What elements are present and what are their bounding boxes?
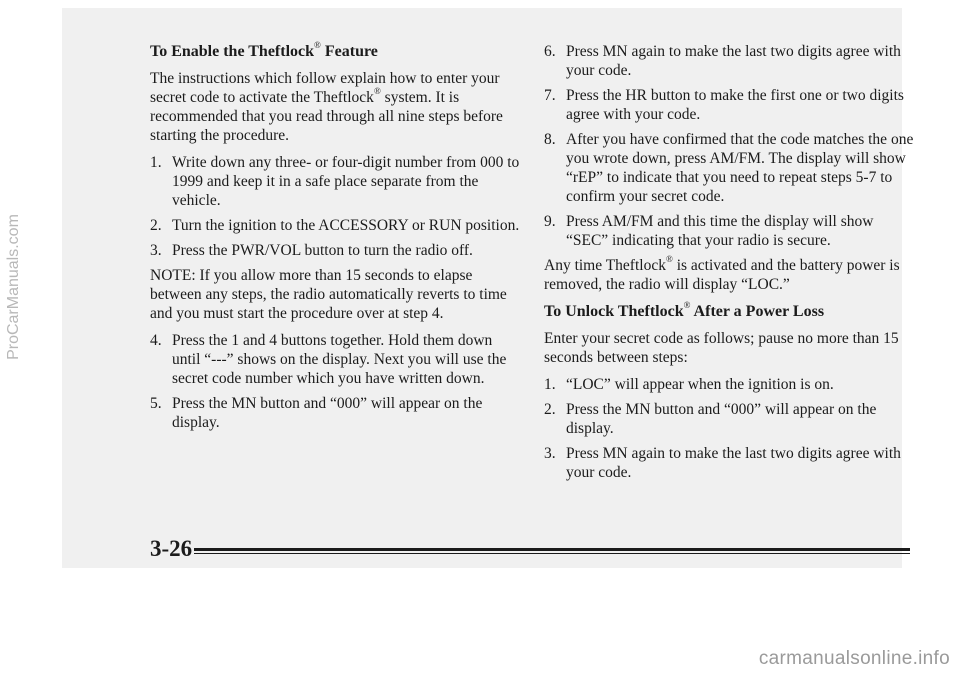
side-watermark-text: ProCarManuals.com xyxy=(5,214,22,360)
left-column xyxy=(150,39,522,438)
unlock-steps-list xyxy=(544,375,916,482)
registered-mark: ® xyxy=(683,299,691,310)
heading-text: To Enable the Theftlock xyxy=(150,43,315,60)
right-column xyxy=(544,42,916,488)
step-text: Press the PWR/VOL button to turn the radio off. xyxy=(172,242,473,259)
step-text: After you have confirmed that the code matches the one you wrote down, press AM/FM. The display will show “rEP” to indicate that you need to repeat steps 5-7 to confirm your secret code. xyxy=(566,131,914,205)
unlock-intro-paragraph: Enter your secret code as follows; pause no more than 15 seconds between steps: xyxy=(544,330,899,366)
step-text: Press the MN button and “000” will appear on the display. xyxy=(566,401,877,437)
enable-steps-list-end xyxy=(544,42,916,250)
unlock-theftlock-heading xyxy=(544,299,916,321)
step-number: 1. xyxy=(544,376,556,393)
intro-text-b: system. It is recommended that you read through all nine steps before starting the procedure. xyxy=(150,89,503,144)
page-footer xyxy=(150,536,910,566)
registered-mark: ® xyxy=(665,253,673,264)
side-watermark xyxy=(0,182,28,392)
bottom-watermark: carmanualsonline.info xyxy=(758,648,950,669)
list-item xyxy=(150,153,522,210)
intro-text-a: The instructions which follow explain how to enter your secret code to activate the Theftlock xyxy=(150,70,500,106)
list-item xyxy=(544,400,916,438)
enable-theftlock-heading xyxy=(150,39,522,61)
note-paragraph: NOTE: If you allow more than 15 seconds to elapse between any steps, the radio automatically reverts to time and you must start the procedure over at step 4. xyxy=(150,267,507,322)
enable-steps-list-continued xyxy=(150,331,522,432)
list-item xyxy=(150,216,522,235)
step-number: 6. xyxy=(544,43,556,60)
footer-rule-thin xyxy=(194,553,910,554)
step-number: 2. xyxy=(150,217,162,234)
step-text: Write down any three- or four-digit number from 000 to 1999 and keep it in a safe place separate from the vehicle. xyxy=(172,154,520,209)
page-number: 3-26 xyxy=(150,536,193,561)
list-item xyxy=(150,331,522,388)
heading-tail: Feature xyxy=(320,43,378,60)
list-item xyxy=(544,212,916,250)
step-number: 2. xyxy=(544,401,556,418)
list-item xyxy=(544,86,916,124)
step-number: 3. xyxy=(150,242,162,259)
registered-mark: ® xyxy=(373,85,381,96)
list-item xyxy=(150,394,522,432)
footer-rule-thick xyxy=(194,548,910,551)
manual-page xyxy=(62,8,914,568)
step-number: 8. xyxy=(544,131,556,148)
step-number: 1. xyxy=(150,154,162,171)
list-item xyxy=(544,444,916,482)
para-text-b: is activated and the battery power is removed, the radio will display “LOC.” xyxy=(544,257,900,293)
step-number: 7. xyxy=(544,87,556,104)
list-item xyxy=(150,241,522,260)
step-text: Press MN again to make the last two digits agree with your code. xyxy=(566,43,901,79)
list-item xyxy=(544,130,916,206)
step-text: Press the 1 and 4 buttons together. Hold them down until “---” shows on the display. Next you will use the secret code number which you have written down. xyxy=(172,332,507,387)
intro-paragraph xyxy=(150,69,522,145)
step-text: Press the MN button and “000” will appear on the display. xyxy=(172,395,483,431)
step-number: 3. xyxy=(544,445,556,462)
list-item xyxy=(544,375,916,394)
para-text-a: Any time Theftlock xyxy=(544,257,666,274)
step-number: 4. xyxy=(150,332,162,349)
step-text: Press the HR button to make the first one or two digits agree with your code. xyxy=(566,87,904,123)
heading-tail: After a Power Loss xyxy=(690,303,825,320)
step-text: Press MN again to make the last two digits agree with your code. xyxy=(566,445,901,481)
step-text: “LOC” will appear when the ignition is on. xyxy=(566,376,834,393)
battery-power-paragraph xyxy=(544,253,916,294)
step-text: Turn the ignition to the ACCESSORY or RUN position. xyxy=(172,217,520,234)
list-item xyxy=(544,42,916,80)
heading-text: To Unlock Theftlock xyxy=(544,303,684,320)
step-number: 9. xyxy=(544,213,556,230)
enable-steps-list xyxy=(150,153,522,260)
step-text: Press AM/FM and this time the display will show “SEC” indicating that your radio is secure. xyxy=(566,213,874,249)
step-number: 5. xyxy=(150,395,162,412)
registered-mark: ® xyxy=(314,39,321,50)
